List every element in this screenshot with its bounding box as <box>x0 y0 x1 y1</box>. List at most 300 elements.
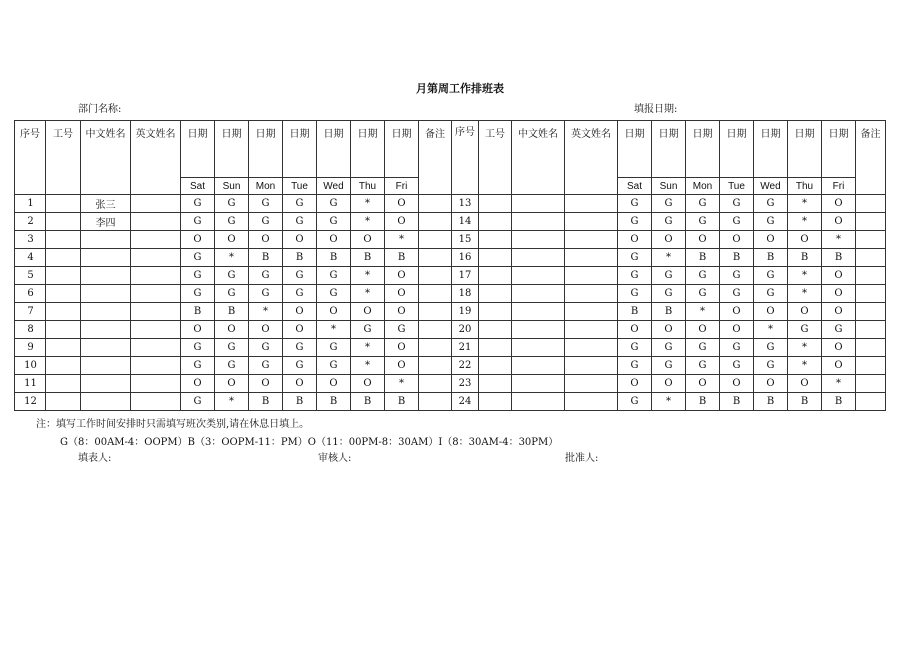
shift-cell-right: G <box>686 195 720 213</box>
shift-cell-right: * <box>686 303 720 321</box>
shift-cell: * <box>317 321 351 339</box>
shift-cell-right: B <box>754 249 788 267</box>
shift-cell-right: G <box>754 195 788 213</box>
emp-no-cell-right <box>479 285 512 303</box>
shift-cell: * <box>249 303 283 321</box>
en-name-cell <box>131 249 181 267</box>
seq-cell-right: 13 <box>452 195 479 213</box>
shift-cell: B <box>385 393 419 411</box>
shift-cell-right: G <box>720 267 754 285</box>
shift-cell-right: O <box>822 213 856 231</box>
shift-cell: B <box>181 303 215 321</box>
emp-no-cell <box>46 321 81 339</box>
shift-cell: O <box>317 231 351 249</box>
shift-cell: * <box>385 375 419 393</box>
shift-cell-right: G <box>754 285 788 303</box>
shift-cell: G <box>317 267 351 285</box>
shift-cell: O <box>385 213 419 231</box>
en-name-cell-right <box>565 213 618 231</box>
shift-cell-right: O <box>686 231 720 249</box>
shift-cell: O <box>385 303 419 321</box>
shift-cell-right: G <box>720 285 754 303</box>
seq-cell: 10 <box>15 357 46 375</box>
en-name-cell-right <box>565 195 618 213</box>
shift-cell: * <box>351 285 385 303</box>
emp-no-cell <box>46 375 81 393</box>
seq-cell: 7 <box>15 303 46 321</box>
shift-cell-right: B <box>686 393 720 411</box>
shift-cell-right: B <box>720 249 754 267</box>
shift-cell: G <box>215 195 249 213</box>
en-name-cell-right <box>565 249 618 267</box>
shift-cell: B <box>215 303 249 321</box>
day-header: Tue <box>283 178 317 195</box>
table-row <box>15 357 886 375</box>
shift-cell-right: O <box>652 375 686 393</box>
table-row <box>15 195 886 213</box>
shift-cell: G <box>215 267 249 285</box>
en-name-cell <box>131 267 181 285</box>
report-date-label: 填报日期: <box>634 104 678 115</box>
seq-cell-right: 18 <box>452 285 479 303</box>
shift-cell: G <box>249 357 283 375</box>
shift-cell: G <box>181 285 215 303</box>
shift-cell: G <box>283 357 317 375</box>
shift-cell: B <box>249 249 283 267</box>
shift-cell: * <box>215 249 249 267</box>
shift-cell: B <box>283 249 317 267</box>
shift-cell-right: B <box>754 393 788 411</box>
cn-name-cell-right <box>512 321 565 339</box>
cn-name-cell <box>81 393 131 411</box>
remark-cell-right <box>856 213 886 231</box>
emp-no-cell-right <box>479 375 512 393</box>
shift-cell: G <box>385 321 419 339</box>
remark-cell <box>419 195 452 213</box>
en-name-cell-right <box>565 357 618 375</box>
emp-no-cell <box>46 285 81 303</box>
shift-cell-right: G <box>618 213 652 231</box>
shift-cell-right: G <box>618 393 652 411</box>
en-name-cell <box>131 357 181 375</box>
seq-cell-right: 21 <box>452 339 479 357</box>
seq-cell: 9 <box>15 339 46 357</box>
shift-cell: G <box>249 339 283 357</box>
en-name-cell-right <box>565 339 618 357</box>
shift-cell-right: * <box>788 195 822 213</box>
cn-name-cell-right <box>512 393 565 411</box>
en-name-cell <box>131 231 181 249</box>
remark-cell <box>419 231 452 249</box>
day-header-right: Mon <box>686 178 720 195</box>
col-header-date: 日期 <box>385 121 419 178</box>
shift-cell: B <box>317 393 351 411</box>
seq-cell: 11 <box>15 375 46 393</box>
shift-cell: O <box>283 303 317 321</box>
shift-cell: O <box>385 357 419 375</box>
shift-cell: O <box>385 285 419 303</box>
shift-cell: G <box>317 213 351 231</box>
col-header-date: 日期 <box>249 121 283 178</box>
remark-cell-right <box>856 375 886 393</box>
shift-cell: G <box>283 213 317 231</box>
shift-cell: G <box>283 285 317 303</box>
shift-cell: O <box>317 375 351 393</box>
shift-cell-right: B <box>686 249 720 267</box>
shift-cell-right: O <box>822 357 856 375</box>
shift-cell-right: O <box>720 375 754 393</box>
shift-cell-right: * <box>788 213 822 231</box>
cn-name-cell-right <box>512 249 565 267</box>
shift-cell-right: O <box>754 303 788 321</box>
en-name-cell-right <box>565 375 618 393</box>
shift-cell: G <box>249 195 283 213</box>
col-header-emp-no: 工号 <box>46 121 81 195</box>
shift-cell-right: G <box>754 357 788 375</box>
remark-cell-right <box>856 249 886 267</box>
shift-cell: G <box>215 339 249 357</box>
shift-cell-right: O <box>720 321 754 339</box>
cn-name-cell <box>81 231 131 249</box>
remark-cell <box>419 267 452 285</box>
shift-cell: O <box>249 321 283 339</box>
shift-cell-right: * <box>788 285 822 303</box>
col-header-date-right: 日期 <box>652 121 686 178</box>
shift-cell: G <box>249 267 283 285</box>
shift-cell-right: B <box>618 303 652 321</box>
remark-cell <box>419 375 452 393</box>
emp-no-cell <box>46 249 81 267</box>
shift-cell-right: G <box>652 357 686 375</box>
shift-cell-right: O <box>618 231 652 249</box>
emp-no-cell <box>46 231 81 249</box>
cn-name-cell: 张三 <box>81 195 131 213</box>
shift-cell-right: O <box>822 303 856 321</box>
table-row <box>15 249 886 267</box>
shift-cell-right: * <box>652 393 686 411</box>
reviewer-signature-label: 审核人: <box>318 453 352 464</box>
cn-name-cell <box>81 285 131 303</box>
cn-name-cell-right <box>512 231 565 249</box>
shift-cell: O <box>215 375 249 393</box>
emp-no-cell <box>46 267 81 285</box>
col-header-en-name-right: 英文姓名 <box>565 121 618 195</box>
shift-cell-right: G <box>686 267 720 285</box>
shift-cell-right: O <box>720 303 754 321</box>
remark-cell <box>419 393 452 411</box>
shift-cell: B <box>317 249 351 267</box>
department-label: 部门名称: <box>78 104 122 115</box>
shift-cell: G <box>181 267 215 285</box>
shift-cell-right: G <box>754 267 788 285</box>
day-header: Thu <box>351 178 385 195</box>
remark-cell <box>419 249 452 267</box>
shift-cell: O <box>351 231 385 249</box>
table-row <box>15 321 886 339</box>
shift-cell-right: G <box>618 357 652 375</box>
seq-cell-right: 20 <box>452 321 479 339</box>
remark-cell <box>419 213 452 231</box>
col-header-date-right: 日期 <box>788 121 822 178</box>
seq-cell: 5 <box>15 267 46 285</box>
shift-cell-right: O <box>788 231 822 249</box>
emp-no-cell-right <box>479 339 512 357</box>
en-name-cell-right <box>565 393 618 411</box>
shift-cell-right: * <box>788 339 822 357</box>
seq-cell-right: 17 <box>452 267 479 285</box>
col-header-remark-right: 备注 <box>856 121 886 195</box>
shift-cell: G <box>283 267 317 285</box>
seq-cell: 4 <box>15 249 46 267</box>
shift-cell: O <box>351 303 385 321</box>
shift-cell: G <box>181 249 215 267</box>
col-header-date-right: 日期 <box>720 121 754 178</box>
shift-cell: O <box>317 303 351 321</box>
shift-cell-right: G <box>618 285 652 303</box>
shift-cell: O <box>215 321 249 339</box>
fill-instruction-note: 注：填写工作时间安排时只需填写班次类别,请在休息日填上。 <box>36 419 310 430</box>
col-header-seq-right: 序号 <box>452 121 479 195</box>
emp-no-cell <box>46 357 81 375</box>
shift-cell-right: O <box>720 231 754 249</box>
shift-cell-right: G <box>686 285 720 303</box>
cn-name-cell-right <box>512 285 565 303</box>
shift-cell-right: O <box>618 321 652 339</box>
emp-no-cell-right <box>479 267 512 285</box>
shift-cell: O <box>385 267 419 285</box>
shift-cell: * <box>385 231 419 249</box>
seq-cell-right: 16 <box>452 249 479 267</box>
shift-cell-right: O <box>754 375 788 393</box>
cn-name-cell-right <box>512 303 565 321</box>
shift-cell-right: O <box>618 375 652 393</box>
seq-cell-right: 24 <box>452 393 479 411</box>
remark-cell-right <box>856 321 886 339</box>
seq-cell-right: 15 <box>452 231 479 249</box>
shift-cell: O <box>283 321 317 339</box>
day-header-right: Sun <box>652 178 686 195</box>
shift-cell: O <box>249 375 283 393</box>
col-header-seq: 序号 <box>15 121 46 195</box>
table-row <box>15 375 886 393</box>
shift-cell-right: * <box>788 357 822 375</box>
emp-no-cell-right <box>479 231 512 249</box>
day-header-right: Tue <box>720 178 754 195</box>
table-row <box>15 393 886 411</box>
seq-cell: 8 <box>15 321 46 339</box>
shift-cell: B <box>351 249 385 267</box>
table-row <box>15 231 886 249</box>
shift-cell-right: G <box>720 339 754 357</box>
col-header-date: 日期 <box>215 121 249 178</box>
shift-cell-right: G <box>720 195 754 213</box>
shift-cell: G <box>283 195 317 213</box>
shift-cell: G <box>215 357 249 375</box>
col-header-en-name: 英文姓名 <box>131 121 181 195</box>
shift-cell-right: O <box>822 285 856 303</box>
shift-cell: G <box>181 195 215 213</box>
shift-cell-right: O <box>822 195 856 213</box>
shift-cell-right: O <box>652 321 686 339</box>
remark-cell-right <box>856 267 886 285</box>
remark-cell-right <box>856 231 886 249</box>
en-name-cell <box>131 213 181 231</box>
cn-name-cell-right <box>512 357 565 375</box>
shift-cell: G <box>181 393 215 411</box>
cn-name-cell <box>81 249 131 267</box>
day-header-right: Fri <box>822 178 856 195</box>
table-row <box>15 303 886 321</box>
shift-cell-right: B <box>788 249 822 267</box>
shift-cell: O <box>385 195 419 213</box>
schedule-table <box>14 120 886 411</box>
shift-cell-right: * <box>822 375 856 393</box>
shift-cell: B <box>249 393 283 411</box>
cn-name-cell-right <box>512 339 565 357</box>
shift-cell: G <box>215 213 249 231</box>
shift-cell-right: G <box>652 195 686 213</box>
shift-cell: * <box>351 195 385 213</box>
shift-cell-right: * <box>652 249 686 267</box>
col-header-date-right: 日期 <box>822 121 856 178</box>
shift-cell: G <box>181 357 215 375</box>
shift-cell: O <box>283 375 317 393</box>
shift-cell: O <box>249 231 283 249</box>
col-header-date: 日期 <box>283 121 317 178</box>
emp-no-cell-right <box>479 249 512 267</box>
remark-cell <box>419 339 452 357</box>
cn-name-cell <box>81 321 131 339</box>
remark-cell <box>419 321 452 339</box>
shift-cell: B <box>351 393 385 411</box>
shift-cell-right: G <box>652 285 686 303</box>
shift-cell-right: G <box>618 249 652 267</box>
shift-cell: G <box>181 213 215 231</box>
shift-cell-right: B <box>720 393 754 411</box>
col-header-date-right: 日期 <box>686 121 720 178</box>
en-name-cell <box>131 339 181 357</box>
cn-name-cell-right <box>512 213 565 231</box>
shift-cell: B <box>283 393 317 411</box>
shift-cell-right: O <box>822 339 856 357</box>
emp-no-cell <box>46 195 81 213</box>
en-name-cell <box>131 195 181 213</box>
col-header-date-right: 日期 <box>754 121 788 178</box>
remark-cell-right <box>856 195 886 213</box>
filler-signature-label: 填表人: <box>78 453 112 464</box>
schedule-table-body <box>15 121 886 411</box>
remark-cell <box>419 303 452 321</box>
day-header: Mon <box>249 178 283 195</box>
shift-cell: O <box>181 231 215 249</box>
shift-cell-right: B <box>652 303 686 321</box>
shift-cell: B <box>385 249 419 267</box>
shift-cell: O <box>215 231 249 249</box>
col-header-date: 日期 <box>317 121 351 178</box>
shift-cell-right: G <box>720 213 754 231</box>
shift-cell-right: G <box>618 339 652 357</box>
en-name-cell-right <box>565 231 618 249</box>
remark-cell-right <box>856 339 886 357</box>
remark-cell-right <box>856 285 886 303</box>
shift-cell-right: * <box>822 231 856 249</box>
shift-cell-right: O <box>686 321 720 339</box>
emp-no-cell <box>46 303 81 321</box>
remark-cell-right <box>856 393 886 411</box>
emp-no-cell-right <box>479 195 512 213</box>
cn-name-cell <box>81 339 131 357</box>
seq-cell: 12 <box>15 393 46 411</box>
col-header-cn-name: 中文姓名 <box>81 121 131 195</box>
seq-cell: 3 <box>15 231 46 249</box>
shift-cell: * <box>351 213 385 231</box>
shift-cell: O <box>181 321 215 339</box>
cn-name-cell <box>81 357 131 375</box>
table-row <box>15 339 886 357</box>
en-name-cell-right <box>565 321 618 339</box>
shift-cell: * <box>215 393 249 411</box>
emp-no-cell-right <box>479 303 512 321</box>
seq-cell: 2 <box>15 213 46 231</box>
day-header: Wed <box>317 178 351 195</box>
cn-name-cell-right <box>512 267 565 285</box>
shift-cell: G <box>317 339 351 357</box>
shift-cell-right: O <box>686 375 720 393</box>
emp-no-cell <box>46 213 81 231</box>
shift-cell-right: B <box>822 393 856 411</box>
shift-cell: G <box>215 285 249 303</box>
shift-cell-right: G <box>686 213 720 231</box>
shift-cell-right: O <box>652 231 686 249</box>
shift-cell-right: O <box>754 231 788 249</box>
shift-cell: * <box>351 267 385 285</box>
shift-cell: G <box>351 321 385 339</box>
shift-cell: G <box>317 357 351 375</box>
shift-cell: G <box>283 339 317 357</box>
en-name-cell-right <box>565 285 618 303</box>
cn-name-cell-right <box>512 195 565 213</box>
approver-signature-label: 批准人: <box>565 453 599 464</box>
cn-name-cell <box>81 303 131 321</box>
shift-cell: O <box>385 339 419 357</box>
shift-cell-right: G <box>618 195 652 213</box>
col-header-emp-no-right: 工号 <box>479 121 512 195</box>
shift-cell-right: G <box>788 321 822 339</box>
header-row <box>15 121 886 178</box>
shift-cell-right: G <box>652 339 686 357</box>
shift-cell-right: G <box>754 339 788 357</box>
shift-cell-right: G <box>754 213 788 231</box>
shift-cell: O <box>351 375 385 393</box>
day-header: Sat <box>181 178 215 195</box>
en-name-cell <box>131 303 181 321</box>
shift-cell-right: O <box>788 303 822 321</box>
page-title: 月第周工作排班表 <box>416 82 504 95</box>
shift-cell: G <box>181 339 215 357</box>
shift-cell: O <box>181 375 215 393</box>
day-header-right: Sat <box>618 178 652 195</box>
shift-cell: * <box>351 339 385 357</box>
cn-name-cell: 李四 <box>81 213 131 231</box>
en-name-cell <box>131 285 181 303</box>
shift-cell-right: G <box>652 213 686 231</box>
shift-cell-right: * <box>754 321 788 339</box>
shift-cell-right: G <box>822 321 856 339</box>
shift-cell-right: * <box>788 267 822 285</box>
col-header-date: 日期 <box>351 121 385 178</box>
emp-no-cell <box>46 339 81 357</box>
en-name-cell <box>131 393 181 411</box>
